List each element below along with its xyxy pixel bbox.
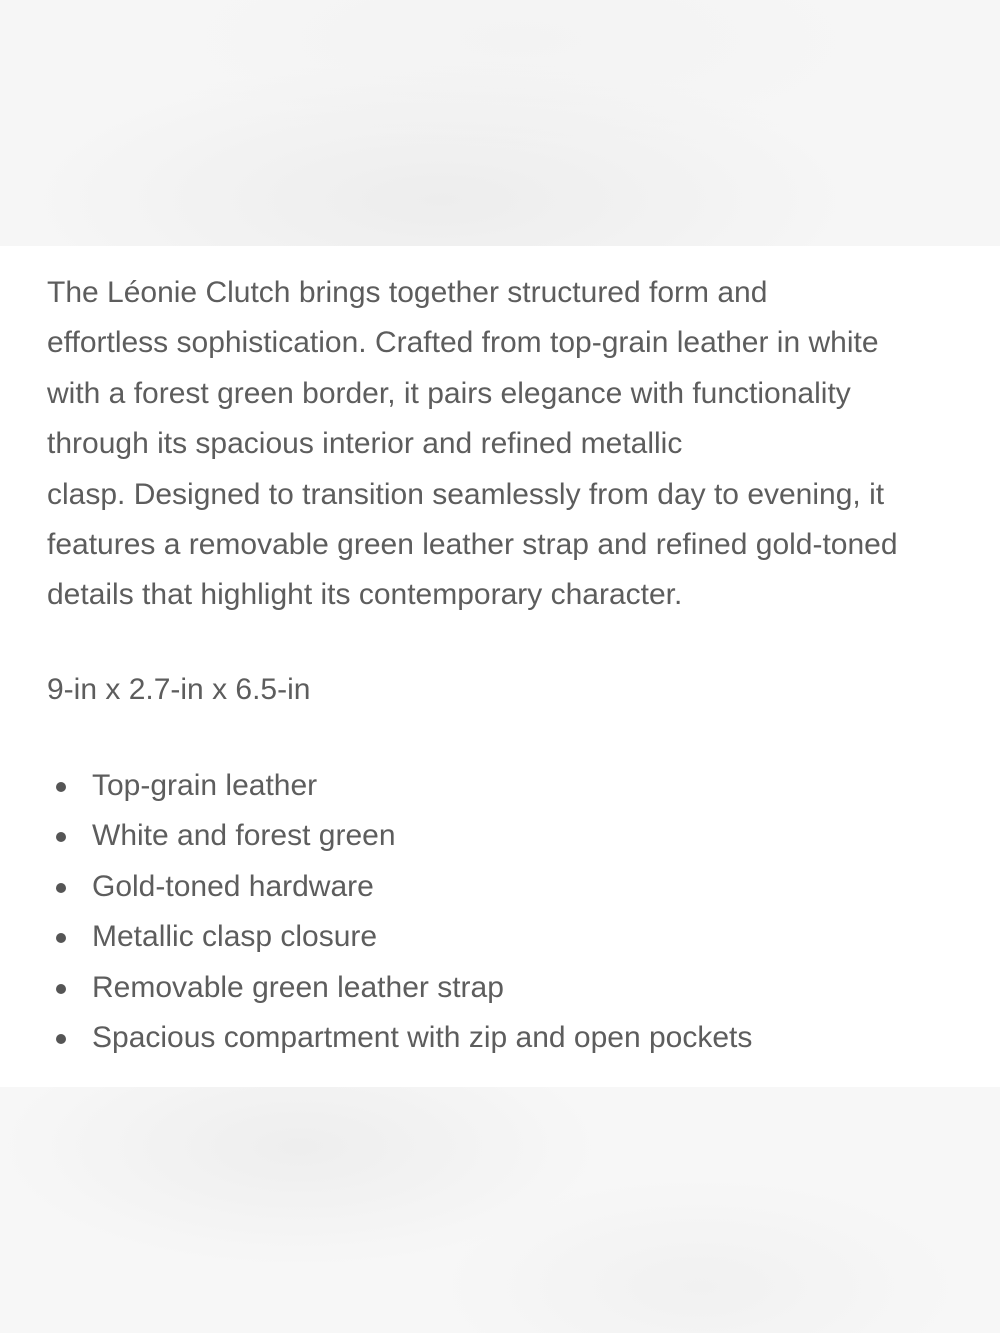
feature-text: Removable green leather strap xyxy=(92,970,504,1004)
feature-text: Spacious compartment with zip and open pockets xyxy=(92,1020,753,1054)
description-line: The Léonie Clutch brings together structured form and xyxy=(47,276,768,309)
product-dimensions: 9-in x 2.7-in x 6.5-in xyxy=(47,673,311,706)
feature-text: Gold-toned hardware xyxy=(92,869,374,903)
description-line: effortless sophistication. Crafted from top-grain leather in white xyxy=(47,326,879,360)
blurred-bottom-background xyxy=(0,1087,1000,1333)
feature-text: White and forest green xyxy=(92,819,396,853)
blurred-top-background xyxy=(0,0,1000,246)
description-line: features a removable green leather strap and refined gold-toned xyxy=(47,528,898,562)
bullet-icon xyxy=(56,883,66,893)
feature-text: Metallic clasp closure xyxy=(92,920,378,954)
product-description xyxy=(47,268,967,621)
feature-text: Top-grain leather xyxy=(92,769,318,802)
description-line: through its spacious interior and refined metallic xyxy=(47,427,683,461)
bullet-icon xyxy=(56,1034,66,1044)
description-line: with a forest green border, it pairs elegance with functionality xyxy=(47,376,851,410)
bullet-icon xyxy=(56,984,66,994)
description-line: clasp. Designed to transition seamlessly from day to evening, it xyxy=(47,477,885,511)
bullet-icon xyxy=(56,782,66,792)
description-line: details that highlight its contemporary character. xyxy=(47,578,683,612)
